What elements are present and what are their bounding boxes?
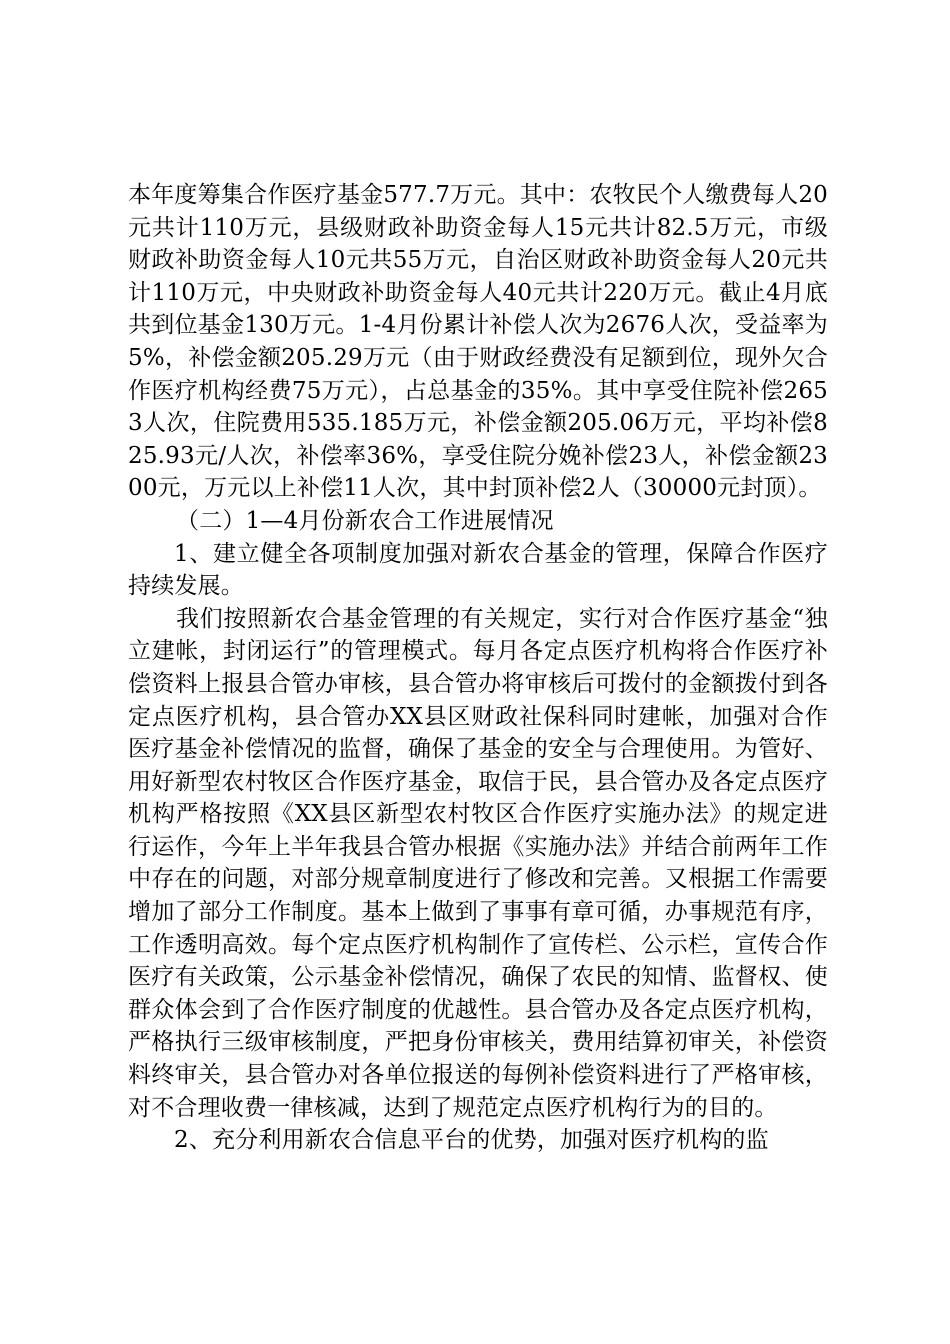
document-body bbox=[128, 179, 828, 1157]
paragraph-fund-management: 我们按照新农合基金管理的有关规定，实行对合作医疗基金“独立建帐，封闭运行”的管理模式。每月各定点医疗机构将合作医疗补偿资料上报县合管办审核，县合管办将审核后可拨付的金额拨付到各定点医疗机构，县合管办XX县区财政社保科同时建帐，加强对合作医疗基金补偿情况的监督，确保了基金的安全与合理使用。为管好、用好新型农村牧区合作医疗基金，取信于民，县合管办及各定点医疗机构严格按照《XX县区新型农村牧区合作医疗实施办法》的规定进行运作，今年上半年我县合管办根据《实施办法》并结合前两年工作中存在的问题，对部分规章制度进行了修改和完善。又根据工作需要增加了部分工作制度。基本上做到了事事有章可循，办事规范有序，工作透明高效。每个定点医疗机构制作了宣传栏、公示栏，宣传合作医疗有关政策，公示基金补偿情况，确保了农民的知情、监督权、使群众体会到了合作医疗制度的优越性。县合管办及各定点医疗机构，严格执行三级审核制度，严把身份审核关，费用结算初审关，补偿资料终审关，县合管办对各单位报送的每例补偿资料进行了严格审核，对不合理收费一律核减，达到了规范定点医疗机构行为的目的。 bbox=[128, 605, 828, 1121]
subheading-system-building: 1、建立健全各项制度加强对新农合基金的管理，保障合作医疗持续发展。 bbox=[128, 540, 828, 600]
subheading-information-platform: 2、充分利用新农合信息平台的优势，加强对医疗机构的监 bbox=[174, 1127, 769, 1154]
section-heading-progress: （二）1—4月份新农合工作进展情况 bbox=[176, 507, 554, 534]
paragraph-fund-summary: 本年度筹集合作医疗基金577.7万元。其中：农牧民个人缴费每人20元共计110万元，县级财政补助资金每人15元共计82.5万元，市级财政补助资金每人10元共55万元，自治区财政补助资金每人20元共计110万元，中央财政补助资金每人40元共计220万元。截止4月底共到位基金130万元。1-4月份累计补偿人次为2676人次，受益率为5%，补偿金额205.29万元（由于财政经费没有足额到位，现外欠合作医疗机构经费75万元），占总基金的35%。其中享受住院补偿2653人次，住院费用535.185万元，补偿金额205.06万元，平均补偿825.93元/人次，补偿率36%，享受住院分娩补偿23人，补偿金额2300元，万元以上补偿11人次，其中封顶补偿2人（30000元封顶）。 bbox=[128, 182, 828, 502]
